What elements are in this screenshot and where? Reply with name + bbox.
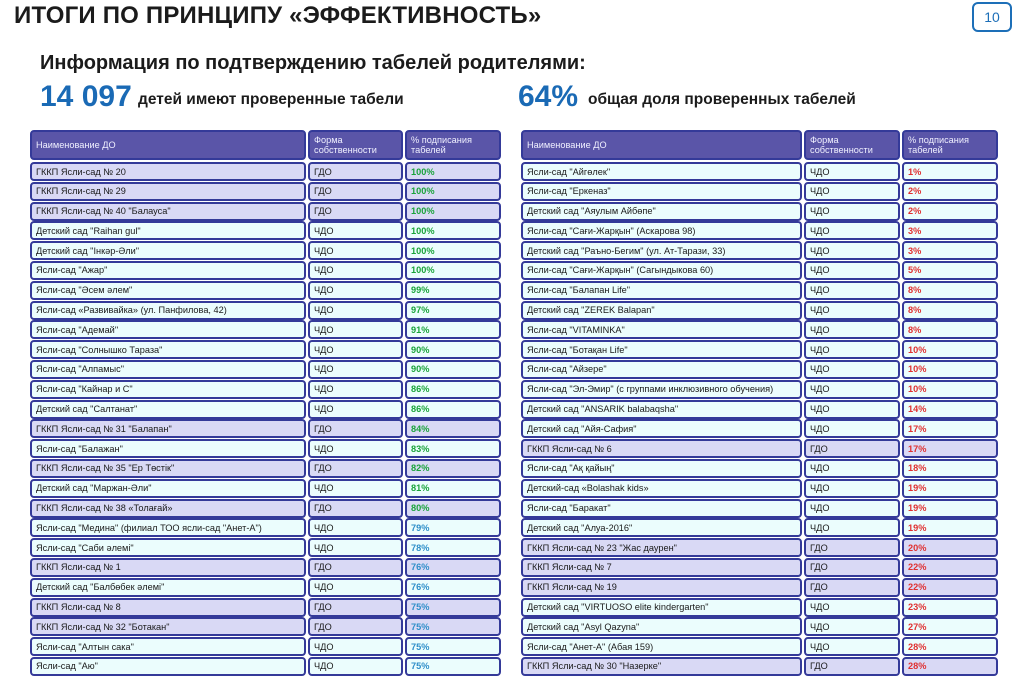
cell-name: Ясли-сад "Айзере" bbox=[521, 360, 802, 379]
cell-form: ЧДО bbox=[804, 320, 900, 339]
cell-name: Детский сад "Аяулым Айбөпе" bbox=[521, 202, 802, 221]
table-row bbox=[30, 182, 503, 202]
cell-name: Детский сад "ANSARIK balabaqsha" bbox=[521, 400, 802, 419]
cell-pct: 90% bbox=[405, 360, 501, 379]
cell-pct: 100% bbox=[405, 202, 501, 221]
table-row bbox=[521, 439, 1000, 459]
cell-name: Ясли-сад "Сағи-Жарқын" (Сагындыкова 60) bbox=[521, 261, 802, 280]
cell-pct: 17% bbox=[902, 439, 998, 458]
cell-form: ГДО bbox=[804, 657, 900, 676]
cell-name: Ясли-сад "Кайнар и С" bbox=[30, 380, 306, 399]
cell-form: ЧДО bbox=[804, 617, 900, 636]
cell-pct: 28% bbox=[902, 637, 998, 656]
cell-form: ЧДО bbox=[308, 281, 403, 300]
cell-pct: 91% bbox=[405, 320, 501, 339]
table-row bbox=[30, 202, 503, 222]
cell-form: ГДО bbox=[308, 499, 403, 518]
cell-form: ЧДО bbox=[308, 241, 403, 260]
cell-pct: 20% bbox=[902, 538, 998, 557]
cell-pct: 100% bbox=[405, 162, 501, 181]
cell-pct: 14% bbox=[902, 400, 998, 419]
cell-pct: 80% bbox=[405, 499, 501, 518]
table-row bbox=[30, 419, 503, 439]
cell-form: ЧДО bbox=[804, 221, 900, 240]
cell-pct: 23% bbox=[902, 598, 998, 617]
cell-pct: 81% bbox=[405, 479, 501, 498]
cell-name: Детский сад "Raihan gul" bbox=[30, 221, 306, 240]
cell-pct: 18% bbox=[902, 459, 998, 478]
cell-name: ГККП Ясли-сад № 38 «Толағай» bbox=[30, 499, 306, 518]
cell-form: ЧДО bbox=[804, 261, 900, 280]
table-row bbox=[30, 320, 503, 340]
cell-form: ЧДО bbox=[804, 340, 900, 359]
cell-name: Ясли-сад "Алпамыс" bbox=[30, 360, 306, 379]
left-table bbox=[30, 130, 503, 677]
table-row bbox=[521, 558, 1000, 578]
table-row bbox=[521, 380, 1000, 400]
cell-name: ГККП Ясли-сад № 35 "Ер Төстік" bbox=[30, 459, 306, 478]
table-row bbox=[521, 162, 1000, 182]
table-row bbox=[521, 221, 1000, 241]
cell-form: ЧДО bbox=[308, 320, 403, 339]
cell-name: ГККП Ясли-сад № 30 "Назерке" bbox=[521, 657, 802, 676]
cell-form: ЧДО bbox=[308, 360, 403, 379]
table-row bbox=[521, 360, 1000, 380]
slide-title: ИТОГИ ПО ПРИНЦИПУ «ЭФФЕКТИВНОСТЬ» bbox=[14, 2, 542, 29]
cell-pct: 3% bbox=[902, 241, 998, 260]
cell-pct: 1% bbox=[902, 162, 998, 181]
cell-pct: 19% bbox=[902, 518, 998, 537]
cell-name: Ясли-сад "Солнышко Тараза" bbox=[30, 340, 306, 359]
cell-name: Ясли-сад "Медина" (филиал ТОО ясли-сад "Анет-А") bbox=[30, 518, 306, 537]
table-row bbox=[521, 281, 1000, 301]
right-table bbox=[521, 130, 1000, 677]
table-row bbox=[521, 479, 1000, 499]
table-header bbox=[521, 130, 1000, 160]
table-row bbox=[30, 162, 503, 182]
cell-name: Ясли-сад "Баракат" bbox=[521, 499, 802, 518]
cell-pct: 17% bbox=[902, 419, 998, 438]
table-row bbox=[30, 479, 503, 499]
cell-pct: 75% bbox=[405, 637, 501, 656]
cell-form: ЧДО bbox=[804, 202, 900, 221]
cell-form: ЧДО bbox=[804, 281, 900, 300]
cell-name: ГККП Ясли-сад № 1 bbox=[30, 558, 306, 577]
cell-form: ЧДО bbox=[308, 400, 403, 419]
table-header bbox=[30, 130, 503, 160]
table-row bbox=[521, 261, 1000, 281]
cell-form: ЧДО bbox=[308, 578, 403, 597]
header-pct: % подписания табелей bbox=[405, 130, 501, 160]
table-row bbox=[30, 241, 503, 261]
cell-form: ГДО bbox=[804, 439, 900, 458]
cell-pct: 86% bbox=[405, 400, 501, 419]
cell-name: Ясли-сад "Аю" bbox=[30, 657, 306, 676]
cell-name: Детский сад "Інкәр-Әли" bbox=[30, 241, 306, 260]
cell-pct: 76% bbox=[405, 578, 501, 597]
table-row bbox=[521, 637, 1000, 657]
header-name: Наименование ДО bbox=[30, 130, 306, 160]
cell-pct: 76% bbox=[405, 558, 501, 577]
table-row bbox=[30, 360, 503, 380]
table-row bbox=[30, 657, 503, 677]
table-row bbox=[521, 340, 1000, 360]
cell-pct: 8% bbox=[902, 301, 998, 320]
page-number: 10 bbox=[972, 2, 1012, 32]
cell-form: ЧДО bbox=[308, 301, 403, 320]
table-row bbox=[521, 301, 1000, 321]
cell-name: Детский сад "ZEREK Balapan" bbox=[521, 301, 802, 320]
cell-name: Ясли-сад "Ақ қайың" bbox=[521, 459, 802, 478]
cell-name: ГККП Ясли-сад № 29 bbox=[30, 182, 306, 201]
cell-pct: 83% bbox=[405, 439, 501, 458]
header-name: Наименование ДО bbox=[521, 130, 802, 160]
stat-share-value: 64% bbox=[518, 80, 579, 113]
table-row bbox=[521, 598, 1000, 618]
cell-pct: 86% bbox=[405, 380, 501, 399]
cell-pct: 100% bbox=[405, 182, 501, 201]
cell-form: ГДО bbox=[804, 578, 900, 597]
cell-form: ГДО bbox=[308, 419, 403, 438]
table-row bbox=[521, 499, 1000, 519]
table-row bbox=[521, 617, 1000, 637]
cell-name: Ясли-сад "Анет-А" (Абая 159) bbox=[521, 637, 802, 656]
cell-name: ГККП Ясли-сад № 23 "Жас даурен" bbox=[521, 538, 802, 557]
cell-name: Ясли-сад "Балажан" bbox=[30, 439, 306, 458]
cell-form: ЧДО bbox=[308, 261, 403, 280]
cell-form: ЧДО bbox=[804, 360, 900, 379]
cell-pct: 19% bbox=[902, 499, 998, 518]
cell-form: ЧДО bbox=[308, 538, 403, 557]
cell-pct: 2% bbox=[902, 182, 998, 201]
slide-subtitle: Информация по подтверждению табелей родителями: bbox=[40, 52, 586, 74]
cell-name: Детский сад "Алуа-2016" bbox=[521, 518, 802, 537]
cell-pct: 99% bbox=[405, 281, 501, 300]
cell-form: ЧДО bbox=[308, 657, 403, 676]
table-row bbox=[30, 439, 503, 459]
cell-name: ГККП Ясли-сад № 32 "Ботакан" bbox=[30, 617, 306, 636]
table-row bbox=[30, 261, 503, 281]
table-row bbox=[521, 419, 1000, 439]
cell-name: ГККП Ясли-сад № 8 bbox=[30, 598, 306, 617]
table-row bbox=[30, 380, 503, 400]
table-row bbox=[521, 182, 1000, 202]
table-row bbox=[30, 281, 503, 301]
cell-form: ГДО bbox=[804, 538, 900, 557]
cell-form: ЧДО bbox=[804, 241, 900, 260]
cell-pct: 10% bbox=[902, 360, 998, 379]
cell-pct: 100% bbox=[405, 221, 501, 240]
table-row bbox=[521, 657, 1000, 677]
cell-form: ЧДО bbox=[804, 637, 900, 656]
cell-pct: 75% bbox=[405, 657, 501, 676]
cell-pct: 5% bbox=[902, 261, 998, 280]
cell-form: ЧДО bbox=[308, 479, 403, 498]
table-row bbox=[30, 499, 503, 519]
table-row bbox=[521, 241, 1000, 261]
stat-children-label: детей имеют проверенные табели bbox=[138, 91, 404, 108]
cell-form: ЧДО bbox=[804, 598, 900, 617]
cell-pct: 78% bbox=[405, 538, 501, 557]
table-row bbox=[30, 617, 503, 637]
cell-name: Детский сад "Asyl Qazyna" bbox=[521, 617, 802, 636]
cell-form: ЧДО bbox=[804, 400, 900, 419]
right-table-body bbox=[521, 162, 1000, 677]
cell-pct: 10% bbox=[902, 340, 998, 359]
table-row bbox=[30, 538, 503, 558]
cell-name: Ясли-сад "Адемай" bbox=[30, 320, 306, 339]
table-row bbox=[30, 301, 503, 321]
cell-form: ГДО bbox=[308, 598, 403, 617]
cell-name: Ясли-сад "Сағи-Жарқын" (Аскарова 98) bbox=[521, 221, 802, 240]
table-row bbox=[30, 221, 503, 241]
cell-form: ЧДО bbox=[804, 301, 900, 320]
cell-pct: 8% bbox=[902, 320, 998, 339]
cell-name: Детский сад "VIRTUOSO elite kindergarten" bbox=[521, 598, 802, 617]
cell-name: Ясли-сад "Ботақан Life" bbox=[521, 340, 802, 359]
cell-form: ЧДО bbox=[804, 182, 900, 201]
cell-pct: 28% bbox=[902, 657, 998, 676]
table-row bbox=[30, 578, 503, 598]
cell-form: ЧДО bbox=[308, 340, 403, 359]
cell-pct: 75% bbox=[405, 598, 501, 617]
cell-form: ЧДО bbox=[804, 162, 900, 181]
table-row bbox=[521, 202, 1000, 222]
cell-name: Ясли-сад "VITAMINKA" bbox=[521, 320, 802, 339]
cell-pct: 100% bbox=[405, 241, 501, 260]
table-row bbox=[30, 459, 503, 479]
cell-name: Ясли-сад "Саби әлемі" bbox=[30, 538, 306, 557]
cell-form: ГДО bbox=[804, 558, 900, 577]
cell-form: ГДО bbox=[308, 182, 403, 201]
cell-name: ГККП Ясли-сад № 7 bbox=[521, 558, 802, 577]
cell-name: ГККП Ясли-сад № 19 bbox=[521, 578, 802, 597]
cell-name: Ясли-сад «Развивайка» (ул. Панфилова, 42) bbox=[30, 301, 306, 320]
table-row bbox=[521, 400, 1000, 420]
cell-name: Ясли-сад "Айгөлек" bbox=[521, 162, 802, 181]
cell-form: ЧДО bbox=[804, 479, 900, 498]
cell-form: ГДО bbox=[308, 202, 403, 221]
cell-pct: 22% bbox=[902, 578, 998, 597]
cell-form: ЧДО bbox=[308, 380, 403, 399]
cell-name: Детский сад "Балбөбек әлемі" bbox=[30, 578, 306, 597]
header-pct: % подписания табелей bbox=[902, 130, 998, 160]
cell-form: ЧДО bbox=[804, 459, 900, 478]
cell-name: Детский сад "Салтанат" bbox=[30, 400, 306, 419]
cell-pct: 100% bbox=[405, 261, 501, 280]
cell-pct: 82% bbox=[405, 459, 501, 478]
cell-form: ЧДО bbox=[308, 518, 403, 537]
cell-pct: 27% bbox=[902, 617, 998, 636]
cell-pct: 10% bbox=[902, 380, 998, 399]
cell-form: ЧДО bbox=[804, 518, 900, 537]
table-row bbox=[30, 558, 503, 578]
cell-pct: 2% bbox=[902, 202, 998, 221]
cell-pct: 90% bbox=[405, 340, 501, 359]
cell-form: ЧДО bbox=[804, 380, 900, 399]
cell-name: Детский сад "Маржан-Әли" bbox=[30, 479, 306, 498]
cell-name: Детский сад "Айя-Сафия" bbox=[521, 419, 802, 438]
cell-form: ГДО bbox=[308, 617, 403, 636]
cell-name: ГККП Ясли-сад № 20 bbox=[30, 162, 306, 181]
table-row bbox=[30, 518, 503, 538]
cell-form: ГДО bbox=[308, 162, 403, 181]
cell-name: Ясли-сад "Эл-Эмир" (с группами инклюзивного обучения) bbox=[521, 380, 802, 399]
cell-name: ГККП Ясли-сад № 6 bbox=[521, 439, 802, 458]
table-row bbox=[521, 518, 1000, 538]
table-row bbox=[30, 598, 503, 618]
cell-pct: 8% bbox=[902, 281, 998, 300]
table-row bbox=[521, 538, 1000, 558]
stat-children-count: 14 097 bbox=[40, 80, 132, 113]
cell-form: ЧДО bbox=[804, 419, 900, 438]
cell-name: Ясли-сад "Әсем әлем" bbox=[30, 281, 306, 300]
cell-name: Ясли-сад "Ажар" bbox=[30, 261, 306, 280]
cell-pct: 3% bbox=[902, 221, 998, 240]
cell-pct: 75% bbox=[405, 617, 501, 636]
cell-pct: 19% bbox=[902, 479, 998, 498]
table-row bbox=[521, 320, 1000, 340]
cell-form: ГДО bbox=[308, 558, 403, 577]
cell-name: Ясли-сад "Еркеназ" bbox=[521, 182, 802, 201]
cell-form: ЧДО bbox=[308, 439, 403, 458]
left-table-body bbox=[30, 162, 503, 677]
cell-name: Ясли-сад "Алтын сака" bbox=[30, 637, 306, 656]
cell-form: ЧДО bbox=[308, 637, 403, 656]
stat-share-label: общая доля проверенных табелей bbox=[588, 91, 856, 108]
cell-name: ГККП Ясли-сад № 40 "Балауса" bbox=[30, 202, 306, 221]
cell-name: Детский сад "Раъно-Бегим" (ул. Ат-Тарази, 33) bbox=[521, 241, 802, 260]
table-row bbox=[30, 340, 503, 360]
header-form: Форма собственности bbox=[804, 130, 900, 160]
cell-name: Ясли-сад "Балапан Life" bbox=[521, 281, 802, 300]
cell-pct: 22% bbox=[902, 558, 998, 577]
table-row bbox=[521, 578, 1000, 598]
cell-form: ГДО bbox=[308, 459, 403, 478]
cell-name: Детский-сад «Bolashak kids» bbox=[521, 479, 802, 498]
table-row bbox=[521, 459, 1000, 479]
cell-name: ГККП Ясли-сад № 31 "Балапан" bbox=[30, 419, 306, 438]
table-row bbox=[30, 637, 503, 657]
cell-pct: 84% bbox=[405, 419, 501, 438]
cell-form: ЧДО bbox=[308, 221, 403, 240]
cell-pct: 97% bbox=[405, 301, 501, 320]
cell-form: ЧДО bbox=[804, 499, 900, 518]
table-row bbox=[30, 400, 503, 420]
header-form: Форма собственности bbox=[308, 130, 403, 160]
cell-pct: 79% bbox=[405, 518, 501, 537]
